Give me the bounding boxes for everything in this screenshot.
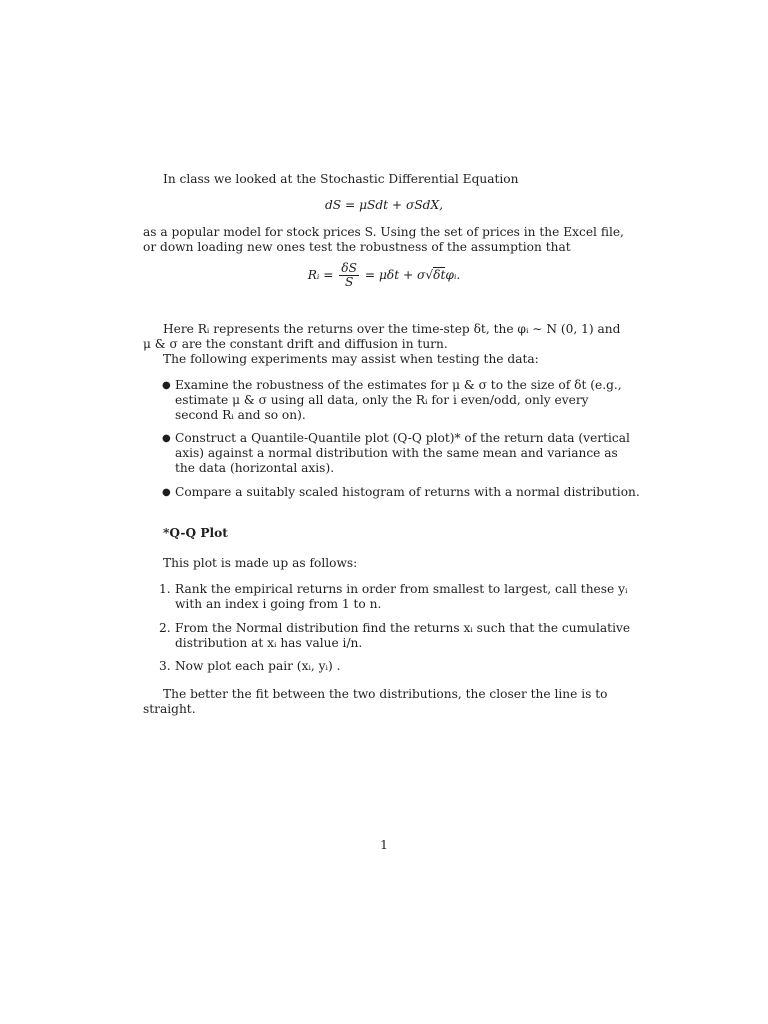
para1-line1: as a popular model for stock prices S. Using the set of prices in the Excel file, [143,225,624,239]
para2-line2: μ & σ are the constant drift and diffusion in turn. [143,337,448,351]
step1-line1: Rank the empirical returns in order from smallest to largest, call these yᵢ [175,582,628,596]
returns-equation [0,262,768,289]
returns-eq-rhs-post: φᵢ. [445,268,461,282]
page-number: 1 [380,838,388,852]
sqrt-argument: δt [433,268,446,282]
sqrt-symbol: √ [425,268,434,282]
step2-line2: distribution at xᵢ has value i/n. [175,636,363,650]
qq-heading: *Q-Q Plot [163,526,228,540]
para1-line2: or down loading new ones test the robustness of the assumption that [143,240,571,254]
returns-eq-lhs: Rᵢ = [307,268,334,282]
step-label: 2. [159,621,171,635]
returns-eq-rhs-pre: = μδt + σ [364,268,426,282]
bullet1-line3: second Rᵢ and so on). [175,408,306,422]
closing-line1: The better the fit between the two distributions, the closer the line is to [163,687,608,701]
sde-equation: dS = μSdt + σSdX, [324,198,444,212]
closing-line2: straight. [143,702,196,716]
step-label: 3. [159,659,171,673]
intro-line: In class we looked at the Stochastic Differential Equation [163,172,519,186]
bullet2-line3: the data (horizontal axis). [175,461,335,475]
fraction-numerator: δS [341,261,357,275]
step-label: 1. [159,582,171,596]
qq-intro: This plot is made up as follows: [163,556,358,570]
bullet1-line1: Examine the robustness of the estimates for μ & σ to the size of δt (e.g., [175,378,622,392]
fraction-denominator: S [344,275,354,289]
step3-line1: Now plot each pair (xᵢ, yᵢ) . [175,659,341,673]
bullet2-line2: axis) against a normal distribution with the same mean and variance as [175,446,618,460]
bullet1-line2: estimate μ & σ using all data, only the Rᵢ for i even/odd, only every [175,393,589,407]
bullet-icon: ● [162,380,171,391]
bullet-icon: ● [162,487,171,498]
step2-line1: From the Normal distribution find the returns xᵢ such that the cumulative [175,621,631,635]
para2-line3: The following experiments may assist when testing the data: [163,352,539,366]
step1-line2: with an index i going from 1 to n. [175,597,382,611]
bullet2-line1: Construct a Quantile-Quantile plot (Q-Q plot)* of the return data (vertical [175,431,630,445]
bullet-icon: ● [162,433,171,444]
returns-eq-fraction [339,262,359,289]
bullet3-line1: Compare a suitably scaled histogram of returns with a normal distribution. [175,485,640,499]
para2-line1: Here Rᵢ represents the returns over the time-step δt, the φᵢ ∼ N (0, 1) and [163,322,621,336]
